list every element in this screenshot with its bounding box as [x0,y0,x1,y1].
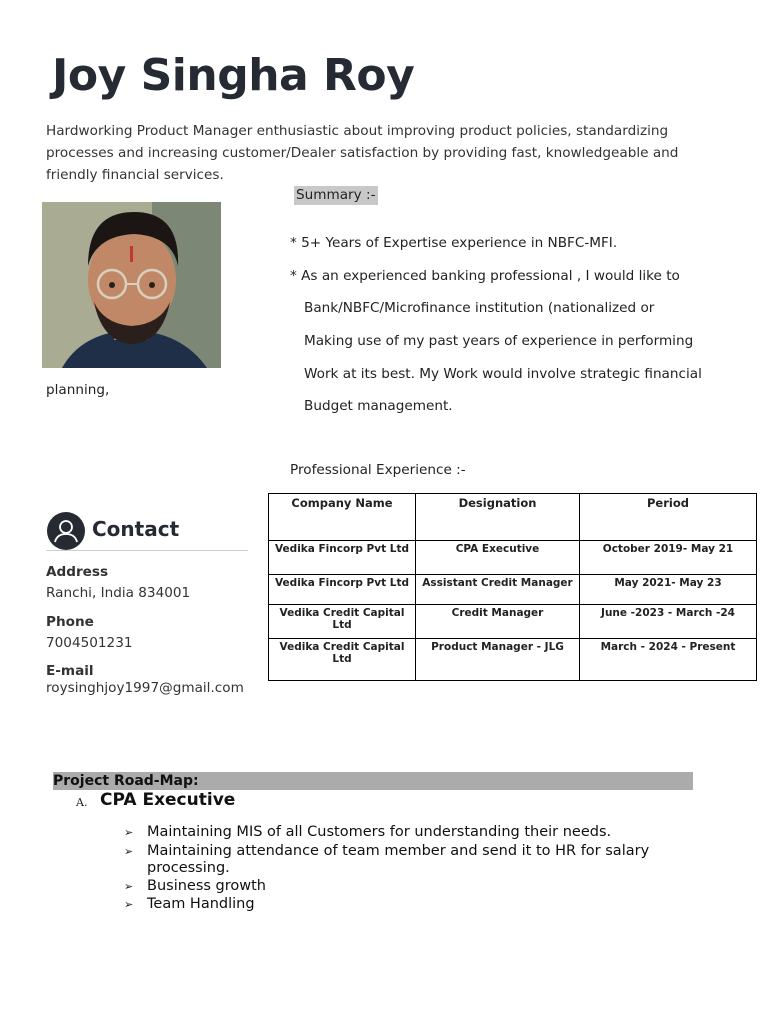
phone-value: 7004501231 [46,635,133,651]
table-header-row [269,494,757,541]
arrow-bullet-icon: ➢ [124,898,134,911]
roadmap-bullet-4: Team Handling [147,896,255,912]
table-row [269,541,757,575]
candidate-name: Joy Singha Roy [52,50,415,101]
roadmap-bullet-2: Maintaining attendance of team member and send it to HR for salary processing. [147,843,650,876]
table-row [269,639,757,681]
address-value: Ranchi, India 834001 [46,585,191,601]
contact-heading: Contact [92,517,180,541]
arrow-bullet-icon: ➢ [124,880,134,893]
profile-tagline: Hardworking Product Manager enthusiastic about improving product policies, standardizing processes and increasing customer/Dealer satisfaction by providing fast, knowledgeable and friendly financial services. [46,123,679,183]
email-label: E-mail [46,663,94,679]
cell-company: Vedika Credit Capital Ltd [269,605,416,639]
user-icon [47,512,85,550]
section-letter: A. [76,796,88,809]
profile-photo [42,202,221,368]
table-row [269,575,757,605]
phone-label: Phone [46,614,94,630]
cell-designation: Assistant Credit Manager [416,575,580,605]
arrow-bullet-icon: ➢ [124,826,134,839]
column-header-period: Period [580,494,757,541]
summary-heading: Summary :- [296,187,376,203]
summary-line-3: Bank/NBFC/Microfinance institution (nationalized or [304,300,655,316]
cell-designation: Product Manager - JLG [416,639,580,681]
cell-designation: Credit Manager [416,605,580,639]
experience-heading: Professional Experience :- [290,462,466,478]
experience-table [268,493,757,681]
table-row [269,605,757,639]
summary-overflow-word: planning, [46,382,110,398]
summary-line-6: Budget management. [304,398,453,414]
roadmap-bullet-1: Maintaining MIS of all Customers for understanding their needs. [147,824,612,840]
summary-line-2: * As an experienced banking professional , I would like to [290,268,680,284]
arrow-bullet-icon: ➢ [124,845,134,858]
contact-divider [46,550,248,551]
cell-designation: CPA Executive [416,541,580,575]
column-header-designation: Designation [416,494,580,541]
address-label: Address [46,564,109,580]
section-title: CPA Executive [100,790,236,810]
cell-company: Vedika Fincorp Pvt Ltd [269,541,416,575]
cell-period: October 2019- May 21 [580,541,757,575]
cell-period: June -2023 - March -24 [580,605,757,639]
summary-line-5: Work at its best. My Work would involve strategic financial [304,366,702,382]
cell-period: March - 2024 - Present [580,639,757,681]
summary-line-1: * 5+ Years of Expertise experience in NBFC-MFI. [290,235,618,251]
email-value: roysinghjoy1997@gmail.com [46,680,244,696]
cell-period: May 2021- May 23 [580,575,757,605]
cell-company: Vedika Fincorp Pvt Ltd [269,575,416,605]
portrait-image [42,202,221,368]
summary-line-4: Making use of my past years of experience in performing [304,333,694,349]
roadmap-heading: Project Road-Map: [53,773,199,789]
roadmap-bullet-3: Business growth [147,878,267,894]
column-header-company: Company Name [269,494,416,541]
cell-company: Vedika Credit Capital Ltd [269,639,416,681]
